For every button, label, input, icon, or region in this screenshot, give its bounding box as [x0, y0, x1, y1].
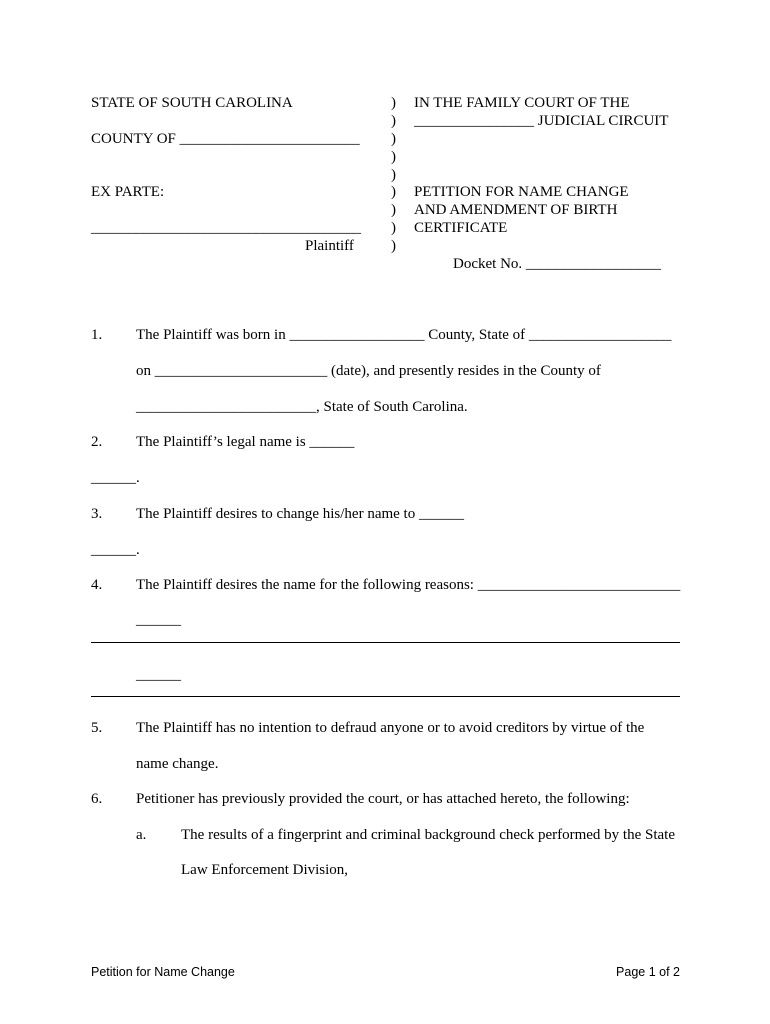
paragraph-1-line3: ________________________, State of South Carolina. [136, 399, 468, 415]
footer-page-number: Page 1 of 2 [616, 965, 680, 979]
county-caption: COUNTY OF ________________________ [91, 131, 360, 147]
paragraph-number: 2. [91, 434, 103, 450]
reason-blank-2: ______ [136, 667, 181, 683]
footer-document-title: Petition for Name Change [91, 965, 235, 979]
reason-fill-line [91, 642, 680, 643]
caption-paren: ) [391, 238, 396, 254]
subitem-a-line1: The results of a fingerprint and criminal background check performed by the State [181, 827, 675, 843]
paragraph-2-line2: ______. [91, 470, 140, 486]
reason-blank-1: ______ [136, 612, 181, 628]
caption-paren: ) [391, 167, 396, 183]
paragraph-number: 3. [91, 506, 103, 522]
court-name-line2: ________________ JUDICIAL CIRCUIT [414, 113, 669, 129]
petition-title-line2: AND AMENDMENT OF BIRTH [414, 202, 618, 218]
paragraph-5-line2: name change. [136, 756, 219, 772]
caption-paren: ) [391, 95, 396, 111]
paragraph-3-line2: ______. [91, 542, 140, 558]
paragraph-number: 5. [91, 720, 103, 736]
paragraph-3-line1: The Plaintiff desires to change his/her name to ______ [136, 506, 464, 522]
reason-fill-line [91, 696, 680, 697]
paragraph-5-line1: The Plaintiff has no intention to defraud anyone or to avoid creditors by virtue of the [136, 720, 645, 736]
caption-paren: ) [391, 149, 396, 165]
plaintiff-name-line: ____________________________________ [91, 220, 361, 236]
state-caption: STATE OF SOUTH CAROLINA [91, 95, 293, 111]
paragraph-number: 1. [91, 327, 103, 343]
court-name-line1: IN THE FAMILY COURT OF THE [414, 95, 630, 111]
paragraph-4-line1: The Plaintiff desires the name for the following reasons: ___________________________ [136, 577, 681, 593]
caption-paren: ) [391, 184, 396, 200]
caption-paren: ) [391, 131, 396, 147]
paragraph-1-line1: The Plaintiff was born in __________________ County, State of ___________________ [136, 327, 672, 343]
paragraph-1-line2: on _______________________ (date), and presently resides in the County of [136, 363, 601, 379]
petition-title-line3: CERTIFICATE [414, 220, 508, 236]
ex-parte-label: EX PARTE: [91, 184, 165, 200]
subitem-label: a. [136, 827, 147, 843]
docket-number: Docket No. __________________ [453, 256, 661, 272]
caption-paren: ) [391, 202, 396, 218]
paragraph-2-line1: The Plaintiff’s legal name is ______ [136, 434, 355, 450]
petition-title-line1: PETITION FOR NAME CHANGE [414, 184, 629, 200]
plaintiff-label: Plaintiff [305, 238, 354, 254]
paragraph-number: 4. [91, 577, 103, 593]
caption-paren: ) [391, 220, 396, 236]
subitem-a-line2: Law Enforcement Division, [181, 862, 349, 878]
paragraph-6-line1: Petitioner has previously provided the court, or has attached hereto, the following: [136, 791, 630, 807]
caption-paren: ) [391, 113, 396, 129]
paragraph-number: 6. [91, 791, 103, 807]
